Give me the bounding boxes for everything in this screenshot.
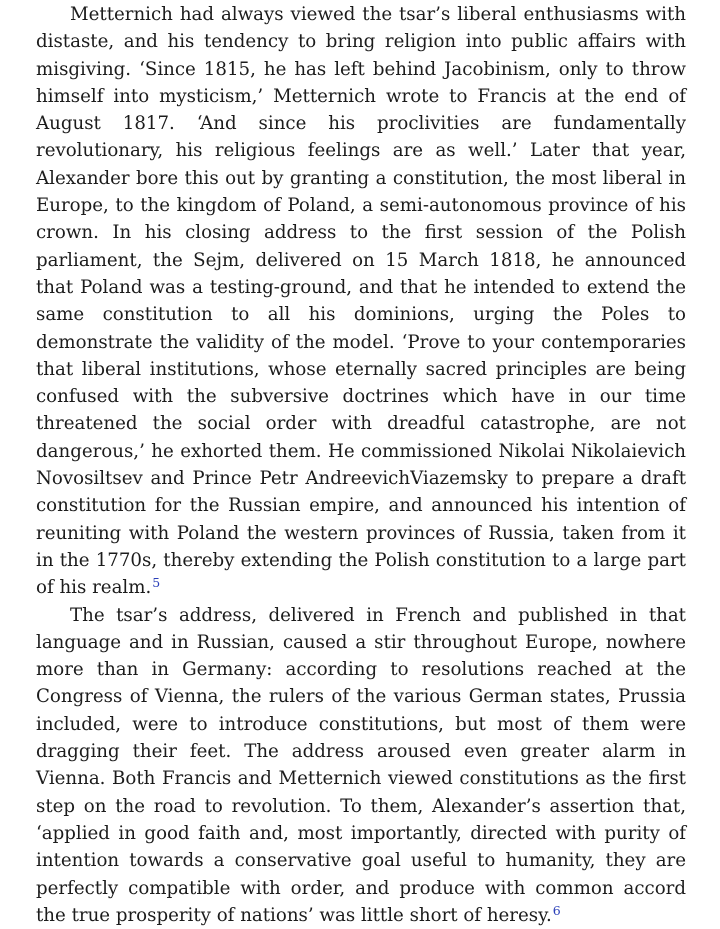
paragraph-2-text: The tsar’s address, delivered in French and published in that language and in Russian, caused a stir throughout Europe, nowhere more than in Germany: according to resolutions reached at the Congress of Vienna, the rulers of the various German states, Prussia included, were to introduce constitutions, but most of them were dragging their feet. The address aroused even greater alarm in Vienna. Both Francis and Metternich viewed constitutions as the first step on the road to revolution. To them, Alexander’s assertion that, ‘applied in good faith and, most importantly, directed with purity of intention towards a conservative goal useful to humanity, they are perfectly compatible with order, and produce with common accord the true prosperity of nations’ was little short of heresy.: [36, 604, 686, 926]
paragraph-2: [36, 602, 686, 929]
paragraph-1-text: Metternich had always viewed the tsar’s liberal enthusiasms with distaste, and his tendency to bring religion into public affairs with misgiving. ‘Since 1815, he has left behind Jacobinism, only to throw himself into mysticism,’ Metternich wrote to Francis at the end of August 1817. ‘And since his proclivities are fundamentally revolutionary, his religious feelings are as well.’ Later that year, Alexander bore this out by granting a constitution, the most liberal in Europe, to the kingdom of Poland, a semi-autonomous province of his crown. In his closing address to the first session of the Polish parliament, the Sejm, delivered on 15 March 1818, he announced that Poland was a testing-ground, and that he intended to extend the same constitution to all his dominions, urging the Poles to demonstrate the validity of the model. ‘Prove to your contemporaries that liberal institutions, whose eternally sacred principles are being confused with the subversive doctrines which have in our time threatened the social order with dreadful catastrophe, are not dangerous,’ he exhorted them. He commissioned Nikolai Nikolaievich Novosiltsev and Prince Petr AndreevichViazemsky to prepare a draft constitution for the Russian empire, and announced his intention of reuniting with Poland the western provinces of Russia, taken from it in the 1770s, thereby extending the Polish constitution to a large part of his realm.: [36, 4, 686, 599]
book-page: [36, 0, 686, 929]
paragraph-1: [36, 1, 686, 602]
footnote-link-5[interactable]: 5: [152, 575, 161, 591]
footnote-link-6[interactable]: 6: [552, 902, 561, 918]
